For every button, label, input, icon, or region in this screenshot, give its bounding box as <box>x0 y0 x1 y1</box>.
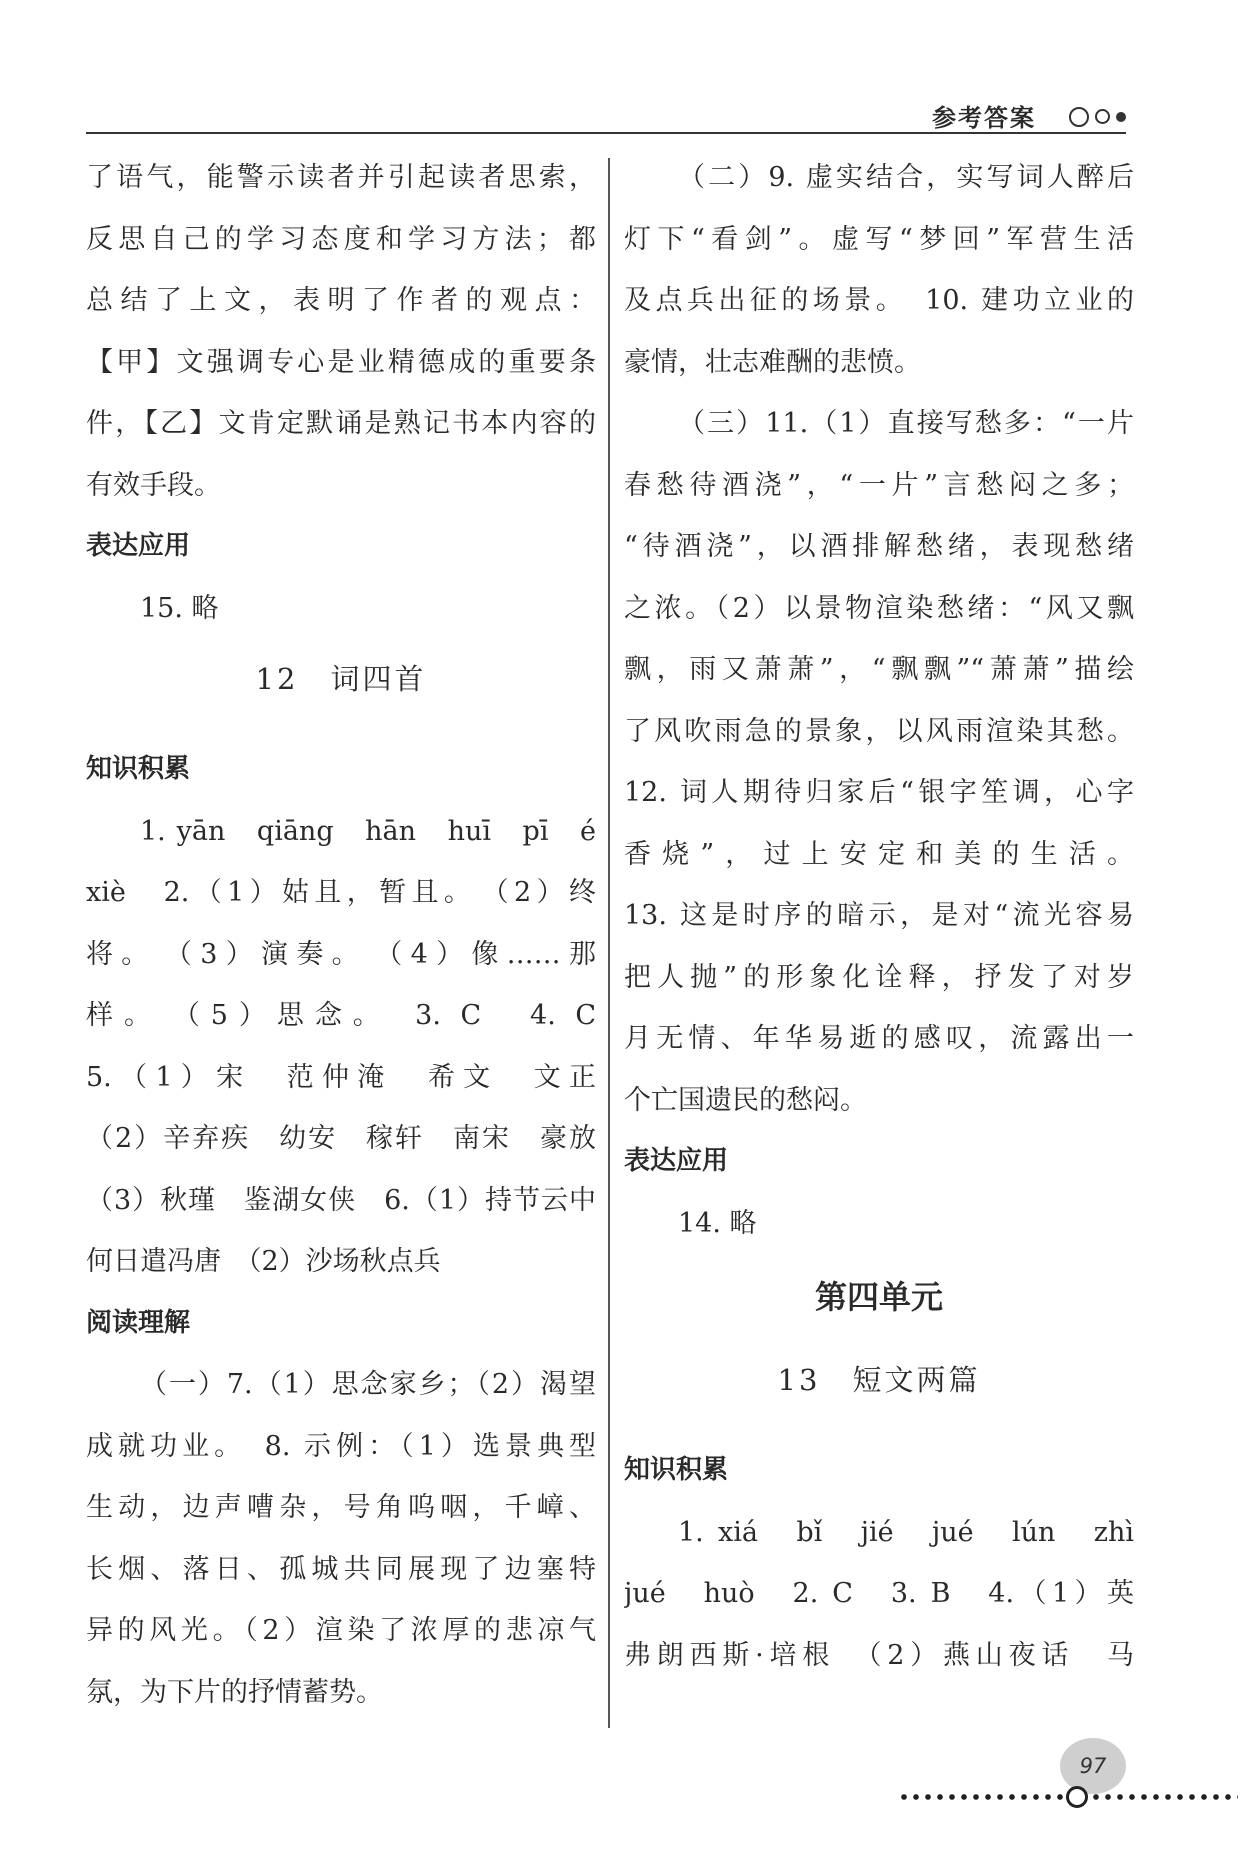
footer-ring-ornament <box>1066 1786 1088 1808</box>
text-line: （一）7.（1）思念家乡；（2）渴望 <box>140 1369 596 1400</box>
text-line: （2）辛弃疾 幼安 稼轩 南宋 豪放 <box>86 1123 596 1154</box>
text-line: 总结了上文，表明了作者的观点： <box>86 285 596 316</box>
text-line: 之浓。（2）以景物渲染愁绪：“风又飘 <box>624 592 1134 624</box>
text-line: 了语气，能警示读者并引起读者思索， <box>86 162 596 193</box>
text-line: 5.（1）宋 范仲淹 希文 文正 <box>86 1061 596 1093</box>
lesson-title: 12 词四首 <box>255 662 427 696</box>
text-line: 反思自己的学习态度和学习方法；都 <box>86 223 596 255</box>
text-line: 何日遣冯唐 （2）沙场秋点兵 <box>86 1246 441 1277</box>
running-header <box>86 92 1126 134</box>
text-line: xiè 2.（1）姑且，暂且。 （2）终 <box>86 877 596 908</box>
text-line: 及点兵出征的场景。 10. 建功立业的 <box>624 285 1134 316</box>
text-line: jué huò 2. C 3. B 4.（1）英 <box>624 1578 1134 1609</box>
text-line: 15. 略 <box>140 592 219 624</box>
text-line: 香烧”，过上安定和美的生活。 <box>624 838 1134 870</box>
text-line: 样。 （5）思念。 3. C 4. C <box>86 1000 596 1031</box>
text-line: 有效手段。 <box>86 469 221 501</box>
text-line: 了风吹雨急的景象，以风雨渲染其愁。 <box>624 715 1134 747</box>
text-line: 1. xiá bǐ jié jué lún zhì <box>678 1516 1134 1548</box>
section-heading: 阅读理解 <box>86 1307 191 1338</box>
text-line: 成就功业。 8. 示例：（1）选景典型 <box>86 1430 596 1462</box>
section-heading: 表达应用 <box>624 1146 729 1176</box>
text-line: 豪情，壮志难酬的悲愤。 <box>624 346 921 378</box>
text-line: 春愁待酒浇”，“一片”言愁闷之多； <box>624 469 1134 501</box>
unit-title: 第四单元 <box>814 1278 943 1316</box>
right-column <box>624 147 1134 1686</box>
text-line: 生动，边声嘈杂，号角呜咽，千嶂、 <box>86 1492 596 1523</box>
column-divider <box>608 158 610 1728</box>
header-dots-ornament <box>1063 106 1126 127</box>
lesson-title: 13 短文两篇 <box>777 1363 981 1397</box>
text-line: （3）秋瑾 鉴湖女侠 6.（1）持节云中 <box>86 1184 596 1216</box>
header-title: 参考答案 <box>932 103 1036 132</box>
page-number: 97 <box>1060 1738 1126 1794</box>
text-line: 【甲】文强调专心是业精德成的重要条 <box>86 346 596 378</box>
text-line: 异的风光。（2）渲染了浓厚的悲凉气 <box>86 1615 596 1646</box>
left-column <box>86 147 596 1723</box>
section-heading: 知识积累 <box>86 754 191 784</box>
text-line: 月无情、年华易逝的感叹，流露出一 <box>624 1023 1134 1054</box>
text-line: （三）11.（1）直接写愁多：“一片 <box>678 408 1134 439</box>
text-line: （二）9. 虚实结合，实写词人醉后 <box>678 162 1134 193</box>
text-line: 将。 （3）演奏。 （4）像……那 <box>86 938 596 970</box>
text-line: 飘，雨又萧萧”，“飘飘”“萧萧”描绘 <box>624 654 1134 685</box>
text-line: 长烟、落日、孤城共同展现了边塞特 <box>86 1553 596 1585</box>
text-line: 件，【乙】文肯定默诵是熟记书本内容的 <box>86 408 596 439</box>
section-heading: 知识积累 <box>624 1455 729 1485</box>
text-line: 13. 这是时序的暗示，是对“流光容易 <box>624 900 1134 931</box>
text-line: 14. 略 <box>678 1207 757 1239</box>
text-line: 把人抛”的形象化诠释，抒发了对岁 <box>624 961 1134 993</box>
text-line: 1. yān qiāng hān huī pī é <box>140 815 596 847</box>
text-line: 12. 词人期待归家后“银字笙调，心字 <box>624 777 1134 808</box>
section-heading: 表达应用 <box>86 531 191 561</box>
text-line: 弗朗西斯·培根 （2）燕山夜话 马 <box>624 1639 1134 1671</box>
text-line: 灯下“看剑”。虚写“梦回”军营生活 <box>624 223 1134 255</box>
text-line: 个亡国遗民的愁闷。 <box>624 1084 867 1116</box>
text-line: 氛，为下片的抒情蓄势。 <box>86 1676 383 1708</box>
text-line: “待酒浇”，以酒排解愁绪，表现愁绪 <box>624 531 1134 562</box>
